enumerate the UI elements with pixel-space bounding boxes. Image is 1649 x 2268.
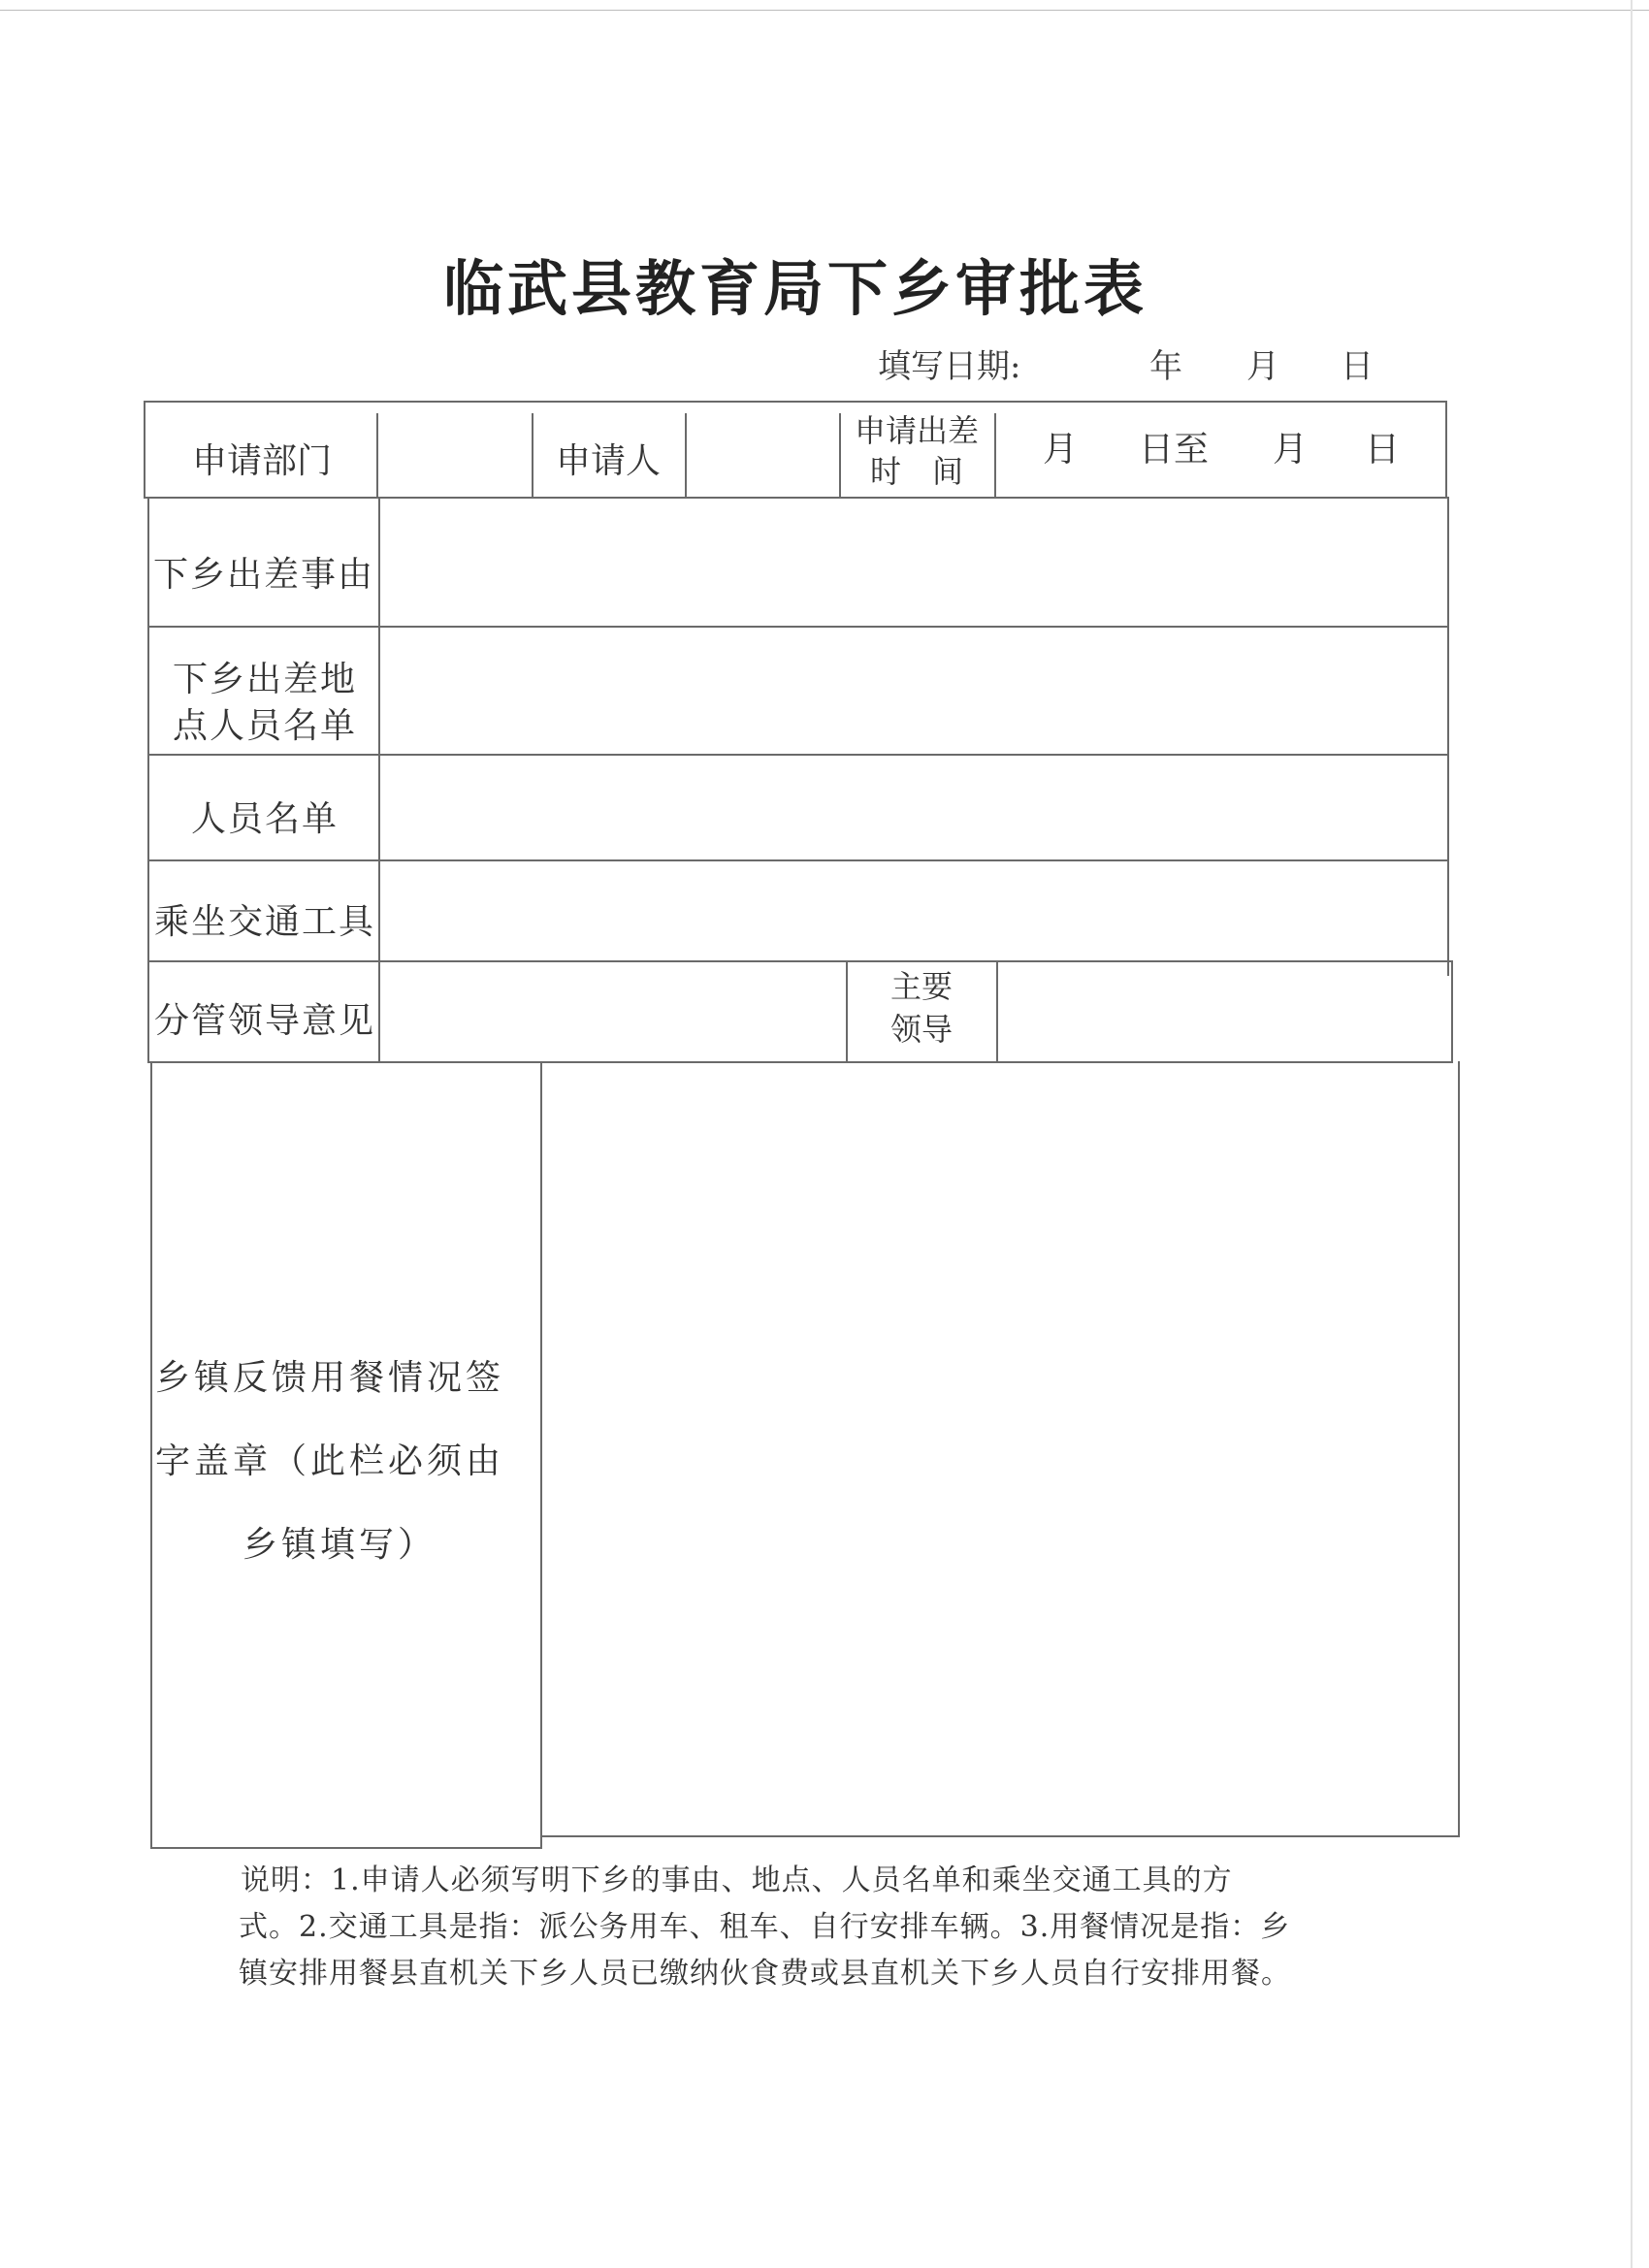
row1-divider-3 <box>685 413 687 499</box>
main-leader-field[interactable] <box>1002 966 1446 1057</box>
row1-divider-5 <box>994 413 996 499</box>
supervisor-field[interactable] <box>384 966 840 1057</box>
row6-divider-1 <box>846 960 848 1063</box>
row3-bottom-border <box>147 754 1449 756</box>
location-field[interactable] <box>384 632 1443 750</box>
feedback-divider <box>540 1061 542 1837</box>
location-label-line2: 点人员名单 <box>172 706 357 746</box>
applicant-field[interactable] <box>691 419 834 491</box>
note-line-2: 式。2.交通工具是指：派公务用车、租车、自行安排车辆。3.用餐情况是指：乡 <box>239 1910 1291 1944</box>
row5-bottom-border <box>147 960 1453 962</box>
middle-right-border-upper <box>1447 497 1449 976</box>
fill-date-label: 填写日期: <box>878 347 1021 386</box>
feedback-field[interactable] <box>546 1067 1452 1830</box>
personnel-field[interactable] <box>384 760 1443 856</box>
row1-divider-1 <box>376 413 378 499</box>
feedback-bottom-border-right <box>540 1835 1460 1837</box>
applicant-label: 申请人 <box>555 441 661 481</box>
main-leader-label-line1: 主要 <box>889 968 953 1005</box>
trip-day-end: 日 <box>1364 430 1400 470</box>
trip-month-to: 月 <box>1272 430 1308 470</box>
page-top-edge <box>0 10 1649 11</box>
feedback-bottom-border-left <box>150 1847 542 1849</box>
personnel-label: 人员名单 <box>190 799 339 839</box>
feedback-bottom-step <box>540 1835 542 1849</box>
note-line-1: 说明：1.申请人必须写明下乡的事由、地点、人员名单和乘坐交通工具的方 <box>241 1863 1233 1897</box>
row1-left-border <box>144 401 146 499</box>
trip-time-label-line2: 时 间 <box>869 453 963 490</box>
feedback-label-line2: 字盖章（此栏必须由 <box>155 1442 505 1481</box>
form-title: 临武县教育局下乡审批表 <box>442 253 1148 324</box>
row1-divider-4 <box>839 413 841 499</box>
row6-bottom-border <box>147 1061 1453 1063</box>
instructions-note <box>241 1858 1385 1997</box>
transport-label: 乘坐交通工具 <box>153 902 375 942</box>
row1-divider-2 <box>532 413 534 499</box>
row1-right-border <box>1445 401 1447 499</box>
fill-date-year: 年 <box>1149 347 1182 386</box>
page-right-edge <box>1631 0 1633 2268</box>
feedback-label-line1: 乡镇反馈用餐情况签 <box>155 1358 505 1398</box>
supervisor-label: 分管领导意见 <box>153 1001 375 1041</box>
trip-time-label-line1: 申请出差 <box>854 412 979 449</box>
reason-label: 下乡出差事由 <box>152 555 374 595</box>
main-leader-label-line2: 领导 <box>889 1011 953 1048</box>
feedback-label-line3: 乡镇填写） <box>242 1525 437 1565</box>
row6-divider-2 <box>996 960 998 1063</box>
dept-label: 申请部门 <box>191 441 332 481</box>
row2-bottom-border <box>147 626 1449 628</box>
row1-top-border <box>144 401 1447 403</box>
note-line-3: 镇安排用餐县直机关下乡人员已缴纳伙食费或县直机关下乡人员自行安排用餐。 <box>239 1957 1291 1991</box>
middle-left-border <box>147 497 149 1063</box>
row1-bottom-border <box>146 497 1447 499</box>
middle-right-border-lower <box>1451 960 1453 1063</box>
trip-day-to: 日至 <box>1138 430 1209 470</box>
middle-label-divider <box>378 497 380 1063</box>
feedback-right-border <box>1458 1061 1460 1837</box>
reason-field[interactable] <box>384 502 1443 623</box>
trip-month-from: 月 <box>1042 430 1078 470</box>
feedback-left-border <box>150 1061 152 1849</box>
fill-date-day: 日 <box>1341 347 1374 386</box>
dept-field[interactable] <box>382 419 526 491</box>
location-label-line1: 下乡出差地 <box>172 660 357 699</box>
row4-bottom-border <box>147 859 1449 861</box>
transport-field[interactable] <box>384 865 1443 956</box>
fill-date-month: 月 <box>1246 347 1279 386</box>
